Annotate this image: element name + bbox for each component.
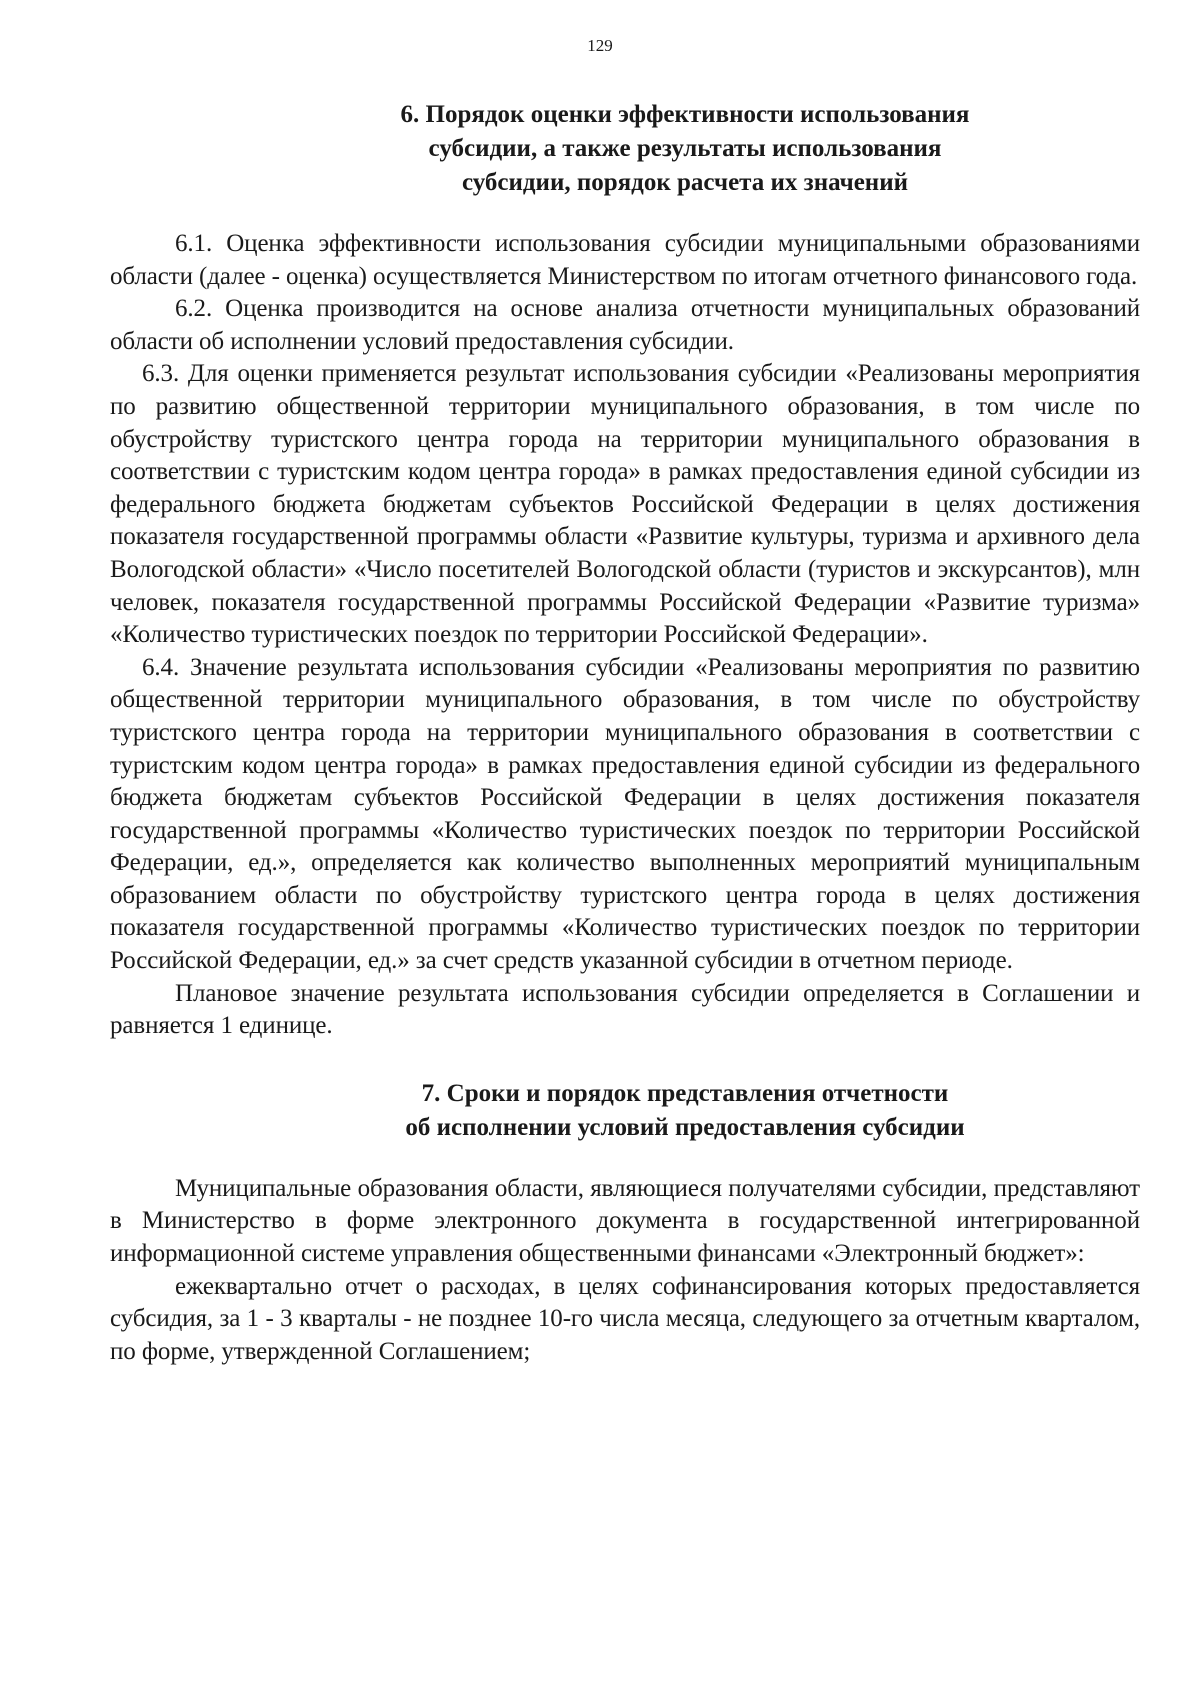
paragraph-7-intro: Муниципальные образования области, являющиеся получателями субсидии, представляют в Министерство в форме электронного документа в государственной интегрированной информационной системе управления общественными финансами «Электронный бюджет»:: [110, 1174, 1140, 1268]
section-6-title: [230, 98, 1140, 200]
section-7-title: [230, 1077, 1140, 1145]
paragraph-6-4: 6.4. Значение результата использования субсидии «Реализованы мероприятия по развитию общественной территории муниципального образования, в том числе по обустройству туристского центра города на территории муниципального образования в соответствии с туристским кодом центра города» в рамках предоставления единой субсидии из федерального бюджета бюджетам субъектов Российской Федерации в целях достижения показателя государственной программы «Количество туристических поездок по территории Российской Федерации, ед.», определяется как количество выполненных мероприятий муниципальным образованием области по обустройству туристского центра города в целях достижения показателя государственной программы «Количество туристических поездок по территории Российской Федерации, ед.» за счет средств указанной субсидии в отчетном периоде.: [110, 653, 1140, 975]
section-6-title-line: субсидии, а также результаты использования: [428, 135, 942, 162]
paragraph-6-3: 6.3. Для оценки применяется результат использования субсидии «Реализованы мероприятия по развитию общественной территории муниципального образования, в том числе по обустройству туристского центра города на территории муниципального образования в соответствии с туристским кодом центра города» в рамках предоставления единой субсидии из федерального бюджета бюджетам субъектов Российской Федерации в целях достижения показателя государственной программы области «Развитие культуры, туризма и архивного дела Вологодской области» «Число посетителей Вологодской области (туристов и экскурсантов), млн человек, показателя государственной программы Российской Федерации «Развитие туризма» «Количество туристических поездок по территории Российской Федерации».: [110, 360, 1140, 649]
section-6-title-line: 6. Порядок оценки эффективности использования: [400, 101, 970, 128]
section-6-title-line: субсидии, порядок расчета их значений: [461, 169, 909, 196]
paragraph-7-quarterly: ежеквартально отчет о расходах, в целях софинансирования которых предоставляется субсидия, за 1 - 3 кварталы - не позднее 10-го числа месяца, следующего за отчетным кварталом, по форме, утвержденной Соглашением;: [110, 1272, 1140, 1365]
document-body: [110, 98, 1140, 1368]
page-number: 129: [587, 36, 613, 55]
paragraph-6-2: 6.2. Оценка производится на основе анализа отчетности муниципальных образований области об исполнении условий предоставления субсидии.: [110, 295, 1140, 355]
section-7-title-line: об исполнении условий предоставления субсидии: [405, 1113, 965, 1141]
paragraph-6-1: 6.1. Оценка эффективности использования субсидии муниципальными образованиями области (далее - оценка) осуществляется Министерством по итогам отчетного финансового года.: [110, 230, 1140, 290]
paragraph-planned-value: Плановое значение результата использования субсидии определяется в Соглашении и равняется 1 единице.: [110, 979, 1140, 1040]
section-7-title-line: 7. Сроки и порядок представления отчетности: [421, 1079, 949, 1107]
